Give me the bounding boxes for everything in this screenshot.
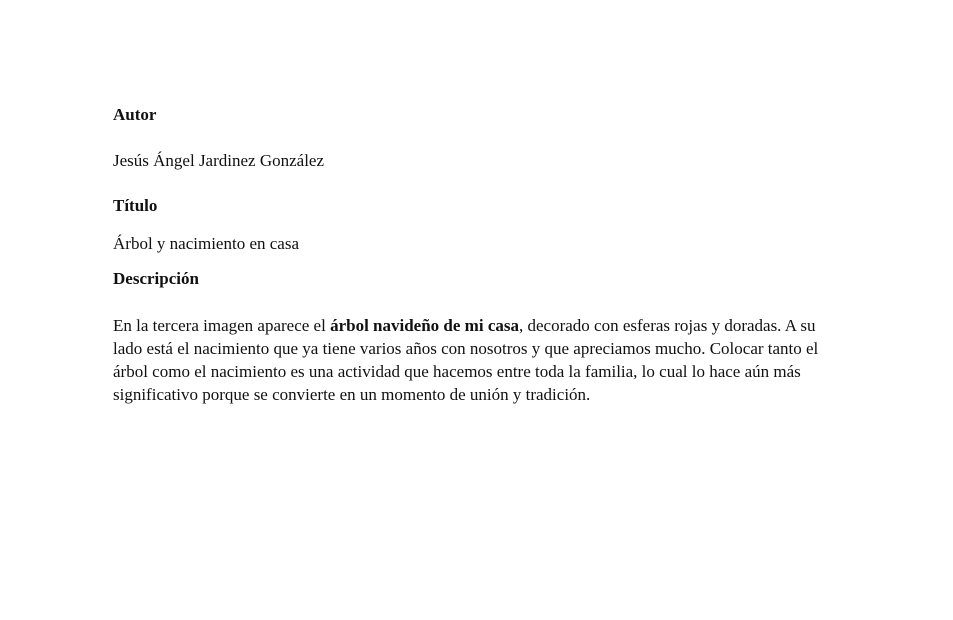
document-body bbox=[113, 100, 843, 423]
description-label: Descripción bbox=[113, 269, 199, 288]
author-value: Jesús Ángel Jardinez González bbox=[113, 151, 325, 170]
description-highlight: árbol navideño de mi casa bbox=[330, 316, 519, 335]
description-paragraph bbox=[113, 314, 843, 406]
description-text-start: En la tercera imagen aparece el bbox=[113, 316, 331, 335]
description-text-end: , decorado con esferas rojas y doradas. A su lado está el nacimiento que ya tiene varios años con nosotros y que apreciamos mucho. Colocar tanto el árbol como el nacimiento es una actividad que hacemos entre toda la familia, lo cual lo hace aún más significativo porque se convierte en un momento de unión y tradición. bbox=[113, 316, 819, 404]
title-value: Árbol y nacimiento en casa bbox=[113, 234, 299, 253]
author-label: Autor bbox=[113, 105, 157, 124]
title-label: Título bbox=[113, 196, 158, 215]
